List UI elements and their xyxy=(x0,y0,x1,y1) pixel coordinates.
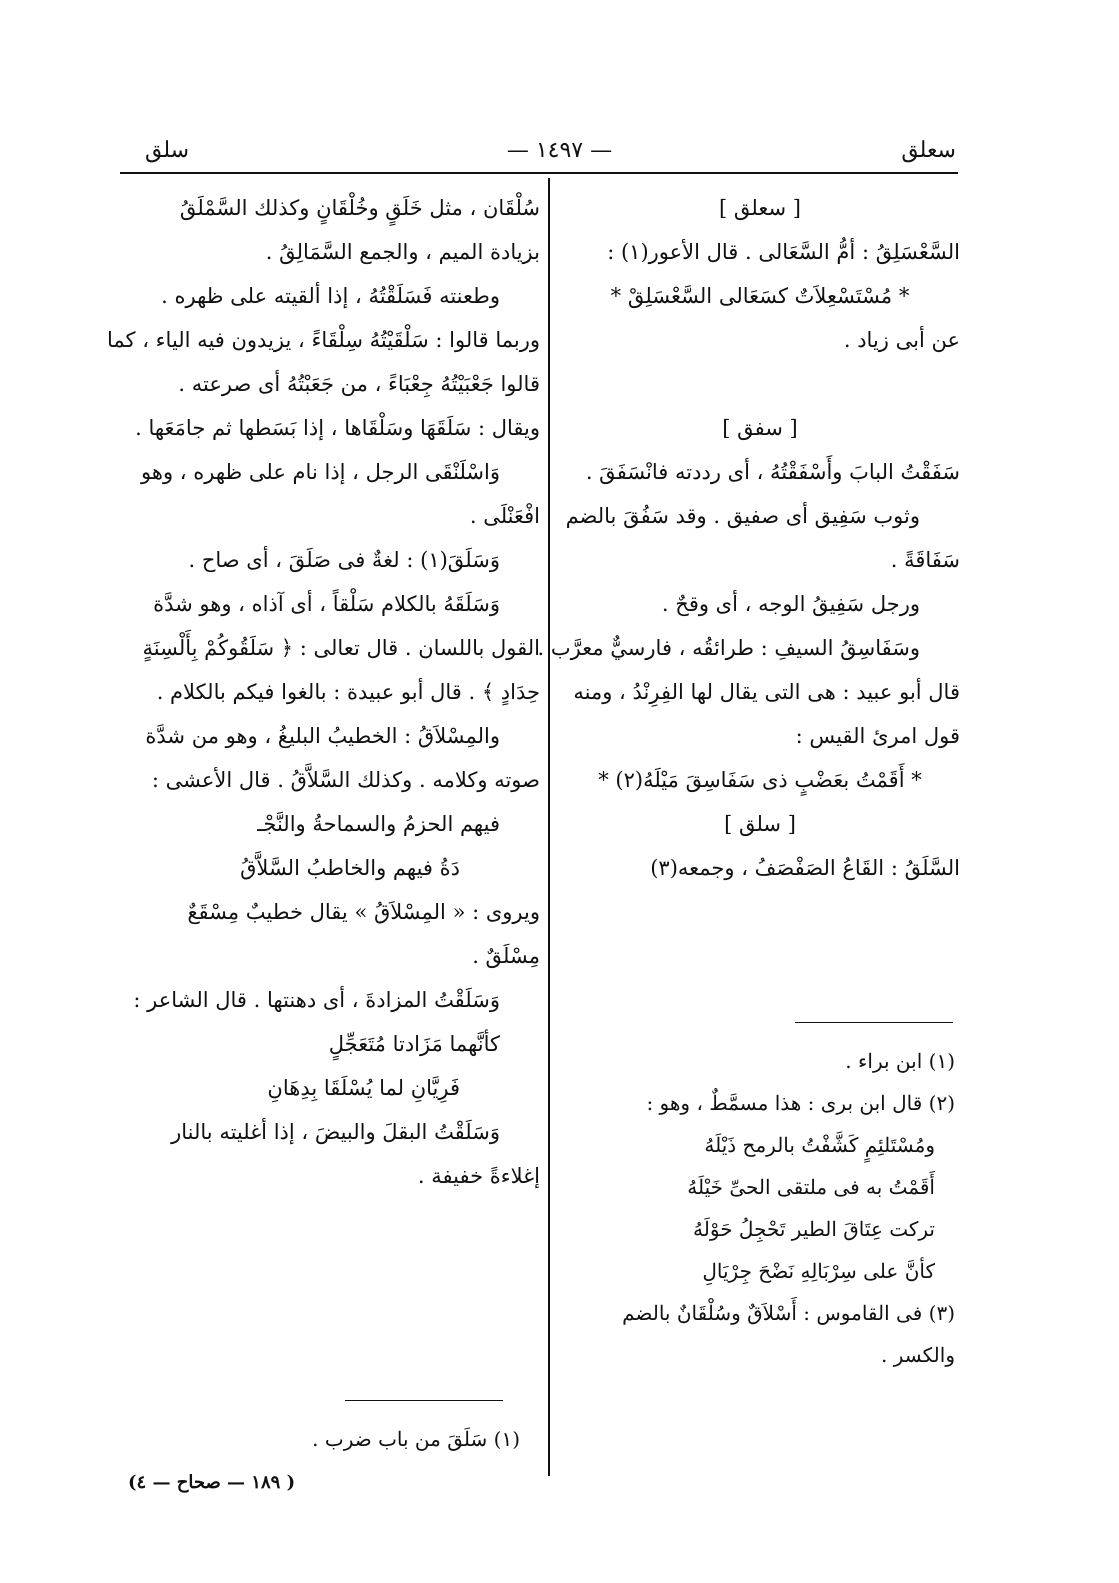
right-column-line: سَفَاقَةً . xyxy=(890,548,960,572)
left-footnote-rule xyxy=(345,1400,503,1401)
left-column-line: قالوا جَعْبَيْتُهُ جِعْبَاءً ، من جَعَبْتُهُ أى صرعته . xyxy=(178,372,540,396)
left-column-line: وَسَلَقَهُ بالكلام سَلْقاً ، أى آذاه ، وهو شدَّة xyxy=(153,592,500,616)
right-footnote-line: كأنَّ على سِرْبَالِهِ نَضْحَ جِرْيَالِ xyxy=(702,1259,935,1283)
left-footnotes xyxy=(120,1418,520,1460)
left-footnote-line: (١) سَلَقَ من باب ضرب . xyxy=(312,1427,520,1451)
right-footnote-line: (١) ابن براء . xyxy=(845,1049,955,1073)
right-column-line: السَّلَقُ : القَاعُ الصَفْصَفُ ، وجمعه(٣) xyxy=(650,856,960,880)
left-column-line: حِدَادٍ ﴾ . قال أبو عبيدة : بالغوا فيكم بالكلام . xyxy=(156,680,540,704)
left-column-line: إغلاءةً خفيفة . xyxy=(417,1164,540,1188)
right-column-line: عن أبى زياد . xyxy=(843,328,960,352)
right-footnote-line: والكسر . xyxy=(881,1343,955,1367)
left-column-line: مِسْلَقٌ . xyxy=(472,944,540,968)
header-left-word: سلق xyxy=(145,138,190,163)
left-column-line: دَةُ فيهم والخاطبُ السَّلاَّقُ xyxy=(240,856,460,880)
right-column-line: [ سفق ] xyxy=(722,416,798,440)
left-column-line: افْعَنْلَى . xyxy=(469,504,540,528)
left-column-line: وَسَلَقَ(١) : لغةٌ فى صَلَقَ ، أى صاح . xyxy=(188,548,500,572)
left-column-line: فَرِيَّانِ لما يُسْلَقَا بِدِهَانِ xyxy=(267,1076,460,1100)
right-column-line: قال أبو عبيد : هى التى يقال لها الفِرِنْدُ ، ومنه xyxy=(573,680,960,704)
left-column-line: والمِسْلاَقُ : الخطيبُ البليغُ ، وهو من شدَّة xyxy=(145,724,500,748)
right-footnote-rule xyxy=(795,1022,953,1023)
right-column-line: * مُسْتَسْعِلاَتٌ كسَعَالى السَّعْسَلِقْ * xyxy=(610,284,910,308)
right-column-line: قول امرئ القيس : xyxy=(795,724,960,748)
right-column-line: وثوب سَفِيق أى صفيق . وقد سَفُقَ بالضم xyxy=(565,504,920,528)
left-column-line: صوته وكلامه . وكذلك السَّلاَّقُ . قال الأعشى : xyxy=(151,768,540,792)
right-column-line: وسَفَاسِقُ السيفِ : طرائقُه ، فارسيٌّ معرَّب . xyxy=(537,636,920,660)
left-column-line: وَسَلَقْتُ البقلَ والبيضَ ، إذا أغليته بالنار xyxy=(171,1120,500,1144)
right-footnotes xyxy=(560,1040,955,1376)
left-column-line: كأنَّهما مَزَادتا مُتَعَجِّلٍ xyxy=(328,1032,500,1056)
right-column-line: سَفَقْتُ البابَ وأَسْفَقْتُهُ ، أى رددته فانْسَفَقَ . xyxy=(585,460,960,484)
right-footnote-line: أَقَمْتُ به فى ملتقى الحىِّ خَيْلَهُ xyxy=(687,1175,935,1199)
right-footnote-line: تركت عِتَاقَ الطير تَحْجِلُ حَوْلَهُ xyxy=(693,1217,935,1241)
page-number: — ١٤٩٧ — xyxy=(506,138,613,163)
left-column-line: فيهم الحزمُ والسماحةُ والنَّجْـ xyxy=(257,812,500,836)
right-column-line: السَّعْسَلِقُ : أمُّ السَّعَالى . قال الأعور(١) : xyxy=(607,240,960,264)
right-column xyxy=(537,186,960,890)
left-column-line: وطعنته فَسَلَقْتُهُ ، إذا ألقيته على ظهره . xyxy=(161,284,500,308)
right-column-line xyxy=(560,362,960,406)
left-column-line: القول باللسان . قال تعالى : ﴿ سَلَقُوكُمْ بِأَلْسِنَةٍ xyxy=(142,636,540,660)
left-column-line: بزيادة الميم ، والجمع السَّمَالِقُ . xyxy=(265,240,540,264)
right-column-line: * أَقَمْتُ بعَضْبٍ ذى سَفَاسِقَ مَيْلَهُ(٢) * xyxy=(598,768,922,792)
right-footnote-line: (٢) قال ابن برى : هذا مسمَّطٌ ، وهو : xyxy=(646,1091,955,1115)
header-right-word: سعلق xyxy=(901,138,956,163)
right-footnote-line: ومُسْتَلئِمٍ كَشَّفْتُ بالرمح ذَيْلَهُ xyxy=(704,1133,935,1157)
left-column-line: وربما قالوا : سَلْقَيْتُهُ سِلْقَاءً ، يزيدون فيه الياء ، كما xyxy=(107,328,540,352)
column-divider xyxy=(548,178,550,1476)
left-column xyxy=(107,186,540,1198)
left-column-line: ويروى : « المِسْلاَقُ » يقال خطيبٌ مِسْقَعٌ xyxy=(187,900,540,924)
right-footnote-line: (٣) فى القاموس : أَسْلاَقٌ وسُلْقَانٌ بالضم xyxy=(622,1301,955,1325)
left-column-line: ويقال : سَلَقَهَا وسَلْقَاها ، إذا بَسَطها ثم جامَعَها . xyxy=(135,416,540,440)
left-column-line: وَاسْلَنْقَى الرجل ، إذا نام على ظهره ، وهو xyxy=(141,460,500,484)
left-column-line: سُلْقَان ، مثل خَلَقٍ وخُلْقَانٍ وكذلك السَّمْلَقُ xyxy=(179,196,540,220)
header-rule xyxy=(120,172,958,174)
right-column-line: [ سعلق ] xyxy=(719,196,801,220)
signature-mark: ( ١٨٩ — صحاح — ٤) xyxy=(128,1472,296,1493)
right-column-line: ورجل سَفِيقُ الوجه ، أى وقحٌ . xyxy=(661,592,920,616)
left-column-line: وَسَلَقْتُ المزادةَ ، أى دهنتها . قال الشاعر : xyxy=(133,988,500,1012)
right-column-line: [ سلق ] xyxy=(724,812,796,836)
